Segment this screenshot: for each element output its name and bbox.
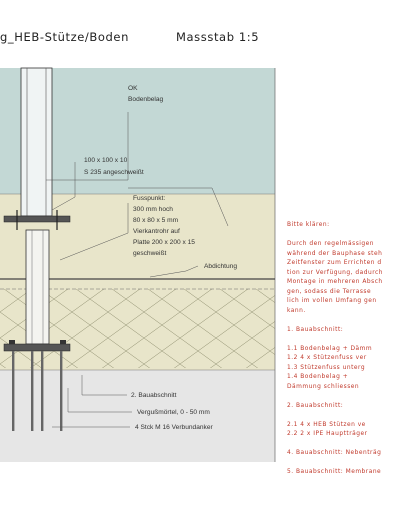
note-line: tion zur Verfügung, dadurch [287, 269, 383, 276]
note-line: 2.2 2 x IPE Hauptträger [287, 431, 368, 437]
label-fusspunkt-tube: 80 x 80 x 5 mm [133, 217, 179, 224]
note-line: 5. Bauabschnitt: Membrane [287, 469, 382, 475]
anchor-bolt [12, 351, 14, 431]
note-line: Zeitfenster zum Errichten d [287, 260, 382, 266]
label-fusspunkt: Fusspunkt: [133, 195, 166, 202]
note-line: lich im vollen Umfang gen [287, 298, 377, 304]
note-line [287, 231, 400, 241]
label-fusspunkt-welded: geschweißt [133, 250, 167, 257]
note-line [287, 335, 400, 345]
label-bodenbelag: Bodenbelag [128, 96, 164, 103]
column-head-plate [4, 216, 70, 222]
foot-column [26, 230, 49, 344]
foot-plate [4, 344, 70, 351]
label-fusspunkt-type: Vierkantrohr auf [133, 228, 180, 235]
notes-panel [287, 221, 400, 478]
note-line: gen, sodass die Terrasse [287, 288, 372, 295]
label-ok: OK [128, 85, 138, 92]
anchor-bolt [41, 351, 43, 431]
note-line: 1.4 Bodenbelag + [287, 374, 349, 380]
note-line: Durch den regelmässigen [287, 241, 375, 247]
note-line: kann. [287, 307, 306, 314]
note-line: 1. Bauabschnitt: [287, 326, 344, 333]
anchor-bolt [31, 351, 33, 431]
note-line: 2. Bauabschnitt: [287, 402, 344, 409]
label-verbundanker: 4 Stck M 16 Verbundanker [135, 424, 213, 431]
note-line: während der Bauphase steh [287, 250, 383, 257]
note-line: 1.3 Stützenfuss unterg [287, 364, 366, 371]
anchor-bolt [60, 351, 62, 431]
drawing-title: g_HEB-Stütze/Boden [0, 30, 129, 44]
note-line [287, 459, 400, 469]
label-verguss: Vergußmörtel, 0 - 50 mm [137, 409, 210, 416]
label-fusspunkt-height: 300 mm hoch [133, 206, 173, 213]
note-line [287, 316, 400, 326]
drawing-scale: Massstab 1:5 [176, 30, 260, 44]
note-line [287, 411, 400, 421]
label-bauabschnitt: 2. Bauabschnitt [131, 392, 177, 399]
note-line: 2.1 4 x HEB Stützen ve [287, 421, 366, 428]
note-line [287, 392, 400, 402]
upper-column [21, 68, 52, 216]
label-fusspunkt-plate: Platte 200 x 200 x 15 [133, 239, 195, 246]
note-line: Dämmung schliessen [287, 383, 360, 390]
note-line: 4. Bauabschnitt: Nebenträg [287, 450, 382, 456]
label-profile-size: 100 x 100 x 10 [84, 157, 128, 164]
label-profile-steel: S 235 angeschweißt [84, 169, 144, 176]
note-line: 1.1 Bodenbelag + Dämm [287, 345, 373, 352]
label-abdichtung: Abdichtung [204, 263, 237, 270]
note-line [287, 440, 400, 450]
note-line: Bitte klären: [287, 222, 330, 228]
note-line: 1.2 4 x Stützenfuss ver [287, 355, 367, 361]
note-line: Montage in mehreren Absch [287, 279, 383, 285]
